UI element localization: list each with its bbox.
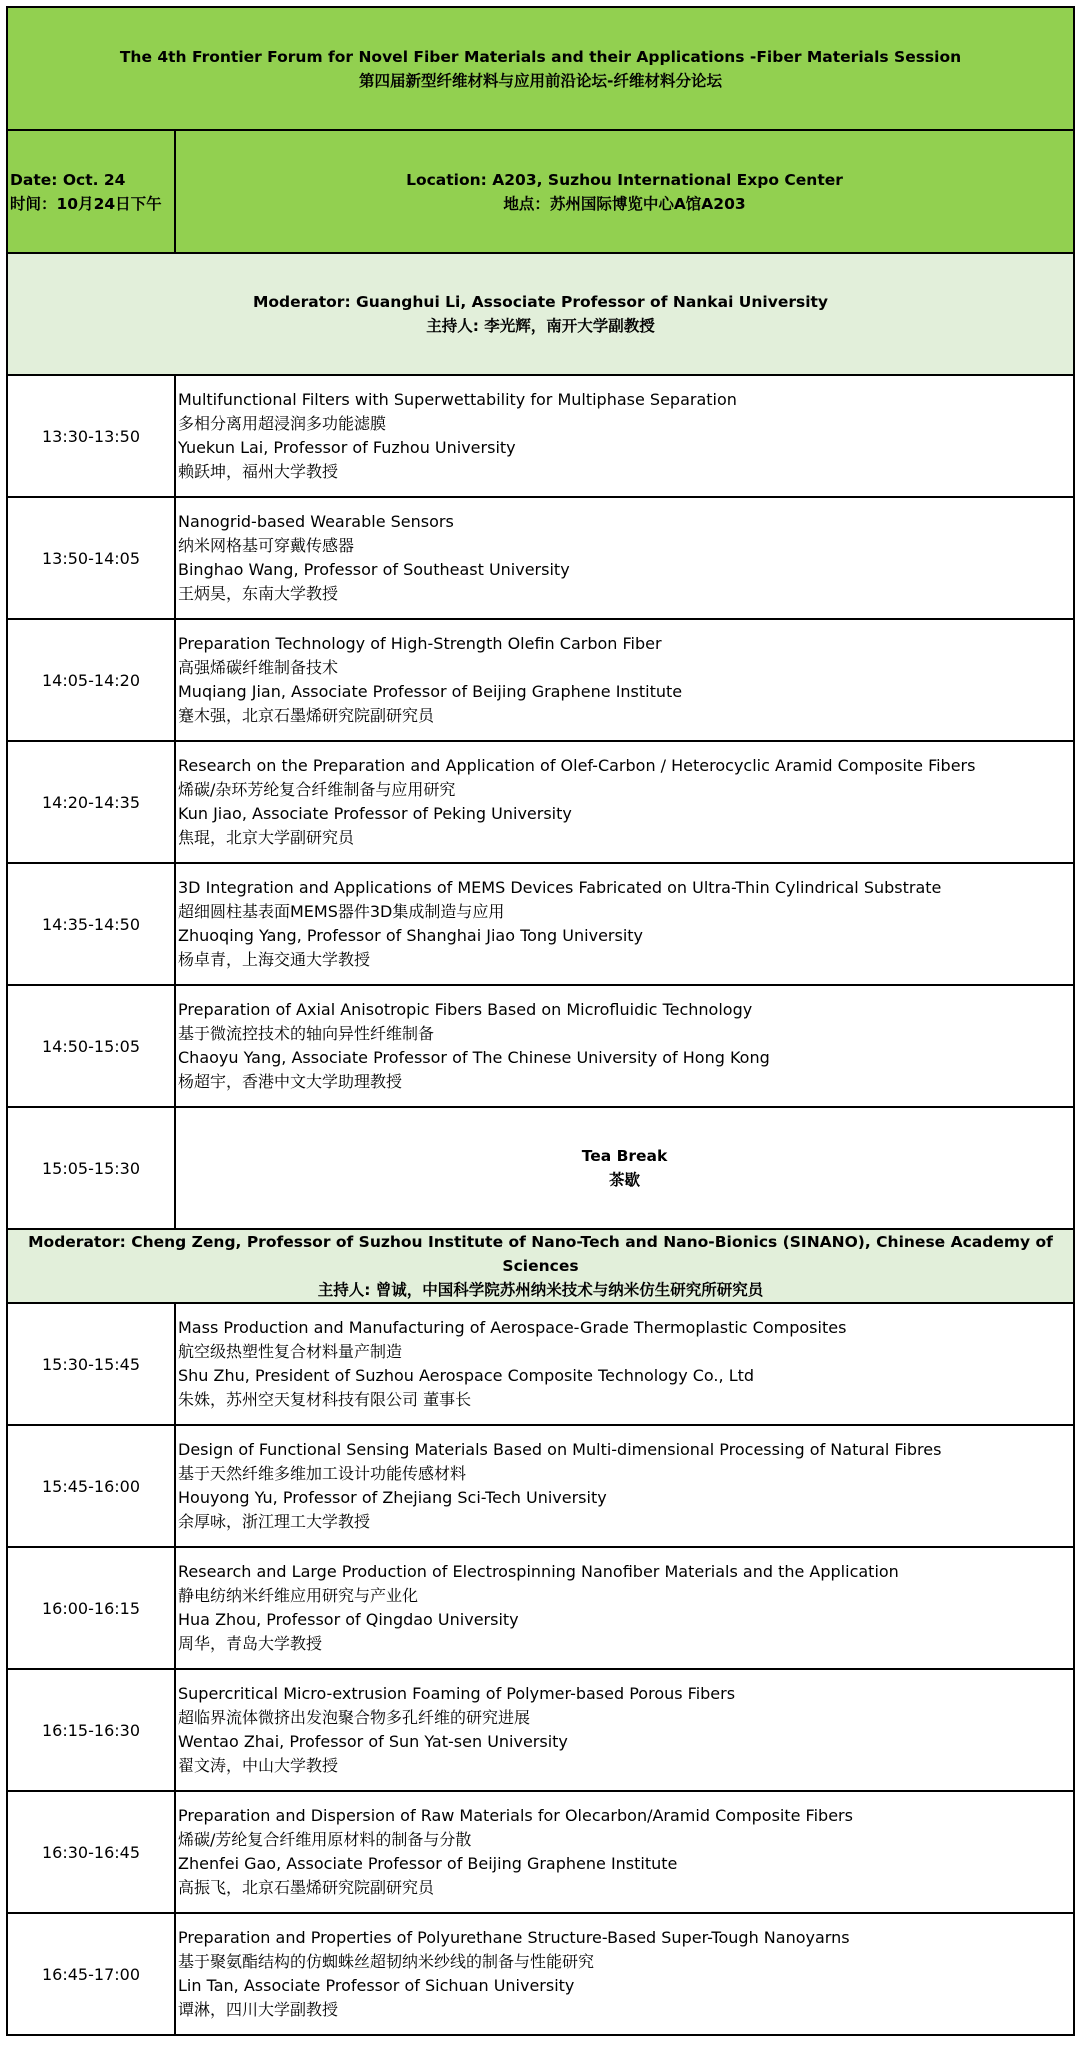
session-row [7, 1547, 1074, 1669]
session-time: 15:45-16:00 [7, 1425, 175, 1547]
session-details [175, 1669, 1074, 1791]
speaker-zh: 赖跃坤，福州大学教授 [178, 462, 339, 481]
speaker-en: Kun Jiao, Associate Professor of Peking University [178, 804, 572, 823]
speaker-en: Muqiang Jian, Associate Professor of Beijing Graphene Institute [178, 682, 683, 701]
speaker-zh: 余厚咏，浙江理工大学教授 [178, 1512, 371, 1531]
moderator-row-2 [7, 1229, 1074, 1303]
speaker-en: Binghao Wang, Professor of Southeast University [178, 560, 570, 579]
session-details [175, 619, 1074, 741]
speaker-en: Zhenfei Gao, Associate Professor of Beijing Graphene Institute [178, 1854, 678, 1873]
talk-title-zh: 基于聚氨酯结构的仿蜘蛛丝超韧纳米纱线的制备与性能研究 [178, 1952, 595, 1971]
speaker-zh: 翟文涛，中山大学教授 [178, 1756, 339, 1775]
speaker-en: Hua Zhou, Professor of Qingdao University [178, 1610, 519, 1629]
speaker-en: Zhuoqing Yang, Professor of Shanghai Jiao Tong University [178, 926, 644, 945]
session-time: 16:30-16:45 [7, 1791, 175, 1913]
tea-break-en: Tea Break [581, 1147, 668, 1165]
session-row [7, 375, 1074, 497]
talk-title-zh: 高强烯碳纤维制备技术 [178, 658, 339, 677]
session-time: 14:50-15:05 [7, 985, 175, 1107]
talk-title-en: Preparation and Properties of Polyurethane Structure-Based Super-Tough Nanoyarns [178, 1928, 850, 1947]
talk-title-en: Preparation Technology of High-Strength Olefin Carbon Fiber [178, 634, 662, 653]
speaker-en: Wentao Zhai, Professor of Sun Yat-sen University [178, 1732, 568, 1751]
session-time: 16:45-17:00 [7, 1913, 175, 2035]
talk-title-en: Research on the Preparation and Application of Olef-Carbon / Heterocyclic Aramid Composite Fibers [178, 756, 976, 775]
location-zh: 地点：苏州国际博览中心A馆A203 [503, 194, 746, 213]
talk-title-zh: 烯碳/杂环芳纶复合纤维制备与应用研究 [178, 780, 456, 799]
session-row [7, 863, 1074, 985]
talk-title-en: Nanogrid-based Wearable Sensors [178, 512, 454, 531]
speaker-zh: 谭淋，四川大学副教授 [178, 2000, 339, 2019]
forum-title [7, 7, 1074, 130]
talk-title-zh: 烯碳/芳纶复合纤维用原材料的制备与分散 [178, 1830, 472, 1849]
moderator-cell-2 [7, 1229, 1074, 1303]
speaker-zh: 蹇木强，北京石墨烯研究院副研究员 [178, 706, 435, 725]
session-time: 13:30-13:50 [7, 375, 175, 497]
location-en: Location: A203, Suzhou International Expo Center [406, 170, 843, 189]
session-time: 14:20-14:35 [7, 741, 175, 863]
session-time: 16:15-16:30 [7, 1669, 175, 1791]
moderator1-zh: 主持人: 李光辉，南开大学副教授 [426, 317, 655, 335]
session-time: 15:30-15:45 [7, 1303, 175, 1425]
speaker-en: Houyong Yu, Professor of Zhejiang Sci-Tech University [178, 1488, 607, 1507]
tea-break-time: 15:05-15:30 [7, 1107, 175, 1229]
session-details [175, 375, 1074, 497]
moderator2-en-line1: Moderator: Cheng Zeng, Professor of Suzhou Institute of Nano-Tech and Nano-Bionics (SINANO), Chinese Academy of [28, 1233, 1053, 1251]
session-time: 14:35-14:50 [7, 863, 175, 985]
speaker-zh: 焦琨，北京大学副研究员 [178, 828, 355, 847]
talk-title-en: Multifunctional Filters with Superwettability for Multiphase Separation [178, 390, 737, 409]
session-time: 13:50-14:05 [7, 497, 175, 619]
moderator1-en: Moderator: Guanghui Li, Associate Professor of Nankai University [252, 293, 829, 311]
speaker-en: Chaoyu Yang, Associate Professor of The Chinese University of Hong Kong [178, 1048, 770, 1067]
session-details [175, 1913, 1074, 2035]
session-row [7, 1303, 1074, 1425]
talk-title-zh: 基于微流控技术的轴向异性纤维制备 [178, 1024, 435, 1043]
talk-title-en: 3D Integration and Applications of MEMS Devices Fabricated on Ultra-Thin Cylindrical Substrate [178, 878, 942, 897]
speaker-en: Shu Zhu, President of Suzhou Aerospace Composite Technology Co., Ltd [178, 1366, 755, 1385]
talk-title-zh: 超细圆柱基表面MEMS器件3D集成制造与应用 [178, 902, 505, 921]
talk-title-en: Preparation and Dispersion of Raw Materials for Olecarbon/Aramid Composite Fibers [178, 1806, 853, 1825]
speaker-zh: 杨超宇，香港中文大学助理教授 [178, 1072, 403, 1091]
session-time: 14:05-14:20 [7, 619, 175, 741]
title-en: The 4th Frontier Forum for Novel Fiber Materials and their Applications -Fiber Materials Session [119, 47, 962, 66]
tea-break-row [7, 1107, 1074, 1229]
talk-title-zh: 航空级热塑性复合材料量产制造 [178, 1342, 403, 1361]
moderator-cell-1 [7, 253, 1074, 375]
speaker-zh: 周华，青岛大学教授 [178, 1634, 323, 1653]
speaker-zh: 王炳昊，东南大学教授 [178, 584, 339, 603]
session-time: 16:00-16:15 [7, 1547, 175, 1669]
title-row [7, 7, 1074, 130]
date-cell [7, 130, 175, 253]
moderator2-zh: 主持人: 曾诚，中国科学院苏州纳米技术与纳米仿生研究所研究员 [317, 1281, 764, 1299]
session-details [175, 1791, 1074, 1913]
speaker-en: Yuekun Lai, Professor of Fuzhou University [178, 438, 516, 457]
moderator-row-1 [7, 253, 1074, 375]
speaker-zh: 杨卓青，上海交通大学教授 [178, 950, 371, 969]
session-row [7, 619, 1074, 741]
session-row [7, 1913, 1074, 2035]
talk-title-zh: 多相分离用超浸润多功能滤膜 [178, 414, 387, 433]
date-en: Date: Oct. 24 [10, 170, 126, 189]
speaker-en: Lin Tan, Associate Professor of Sichuan University [178, 1976, 575, 1995]
session-row [7, 497, 1074, 619]
date-zh: 时间：10月24日下午 [10, 194, 162, 213]
talk-title-zh: 静电纺纳米纤维应用研究与产业化 [178, 1586, 419, 1605]
session-details [175, 863, 1074, 985]
session-row [7, 985, 1074, 1107]
talk-title-en: Mass Production and Manufacturing of Aerospace-Grade Thermoplastic Composites [178, 1318, 847, 1337]
moderator2-en-line2: Sciences [502, 1257, 579, 1275]
session-details [175, 985, 1074, 1107]
talk-title-en: Research and Large Production of Electrospinning Nanofiber Materials and the Application [178, 1562, 899, 1581]
talk-title-zh: 超临界流体微挤出发泡聚合物多孔纤维的研究进展 [178, 1708, 531, 1727]
info-row [7, 130, 1074, 253]
speaker-zh: 朱姝，苏州空天复材科技有限公司 董事长 [178, 1390, 472, 1409]
session-row [7, 1669, 1074, 1791]
location-cell [175, 130, 1074, 253]
talk-title-en: Design of Functional Sensing Materials Based on Multi-dimensional Processing of Natural Fibres [178, 1440, 942, 1459]
session-details [175, 1425, 1074, 1547]
session-row [7, 1791, 1074, 1913]
talk-title-en: Preparation of Axial Anisotropic Fibers Based on Microfluidic Technology [178, 1000, 753, 1019]
session-details [175, 497, 1074, 619]
session-details [175, 1547, 1074, 1669]
session-row [7, 1425, 1074, 1547]
speaker-zh: 高振飞，北京石墨烯研究院副研究员 [178, 1878, 435, 1897]
talk-title-zh: 纳米网格基可穿戴传感器 [178, 536, 355, 555]
session-details [175, 741, 1074, 863]
talk-title-zh: 基于天然纤维多维加工设计功能传感材料 [178, 1464, 467, 1483]
tea-break-zh: 茶歇 [608, 1171, 640, 1189]
session-row [7, 741, 1074, 863]
title-zh: 第四届新型纤维材料与应用前沿论坛-纤维材料分论坛 [359, 71, 722, 90]
session-details [175, 1303, 1074, 1425]
tea-break-cell [175, 1107, 1074, 1229]
program-table [6, 6, 1075, 2036]
talk-title-en: Supercritical Micro-extrusion Foaming of Polymer-based Porous Fibers [178, 1684, 736, 1703]
